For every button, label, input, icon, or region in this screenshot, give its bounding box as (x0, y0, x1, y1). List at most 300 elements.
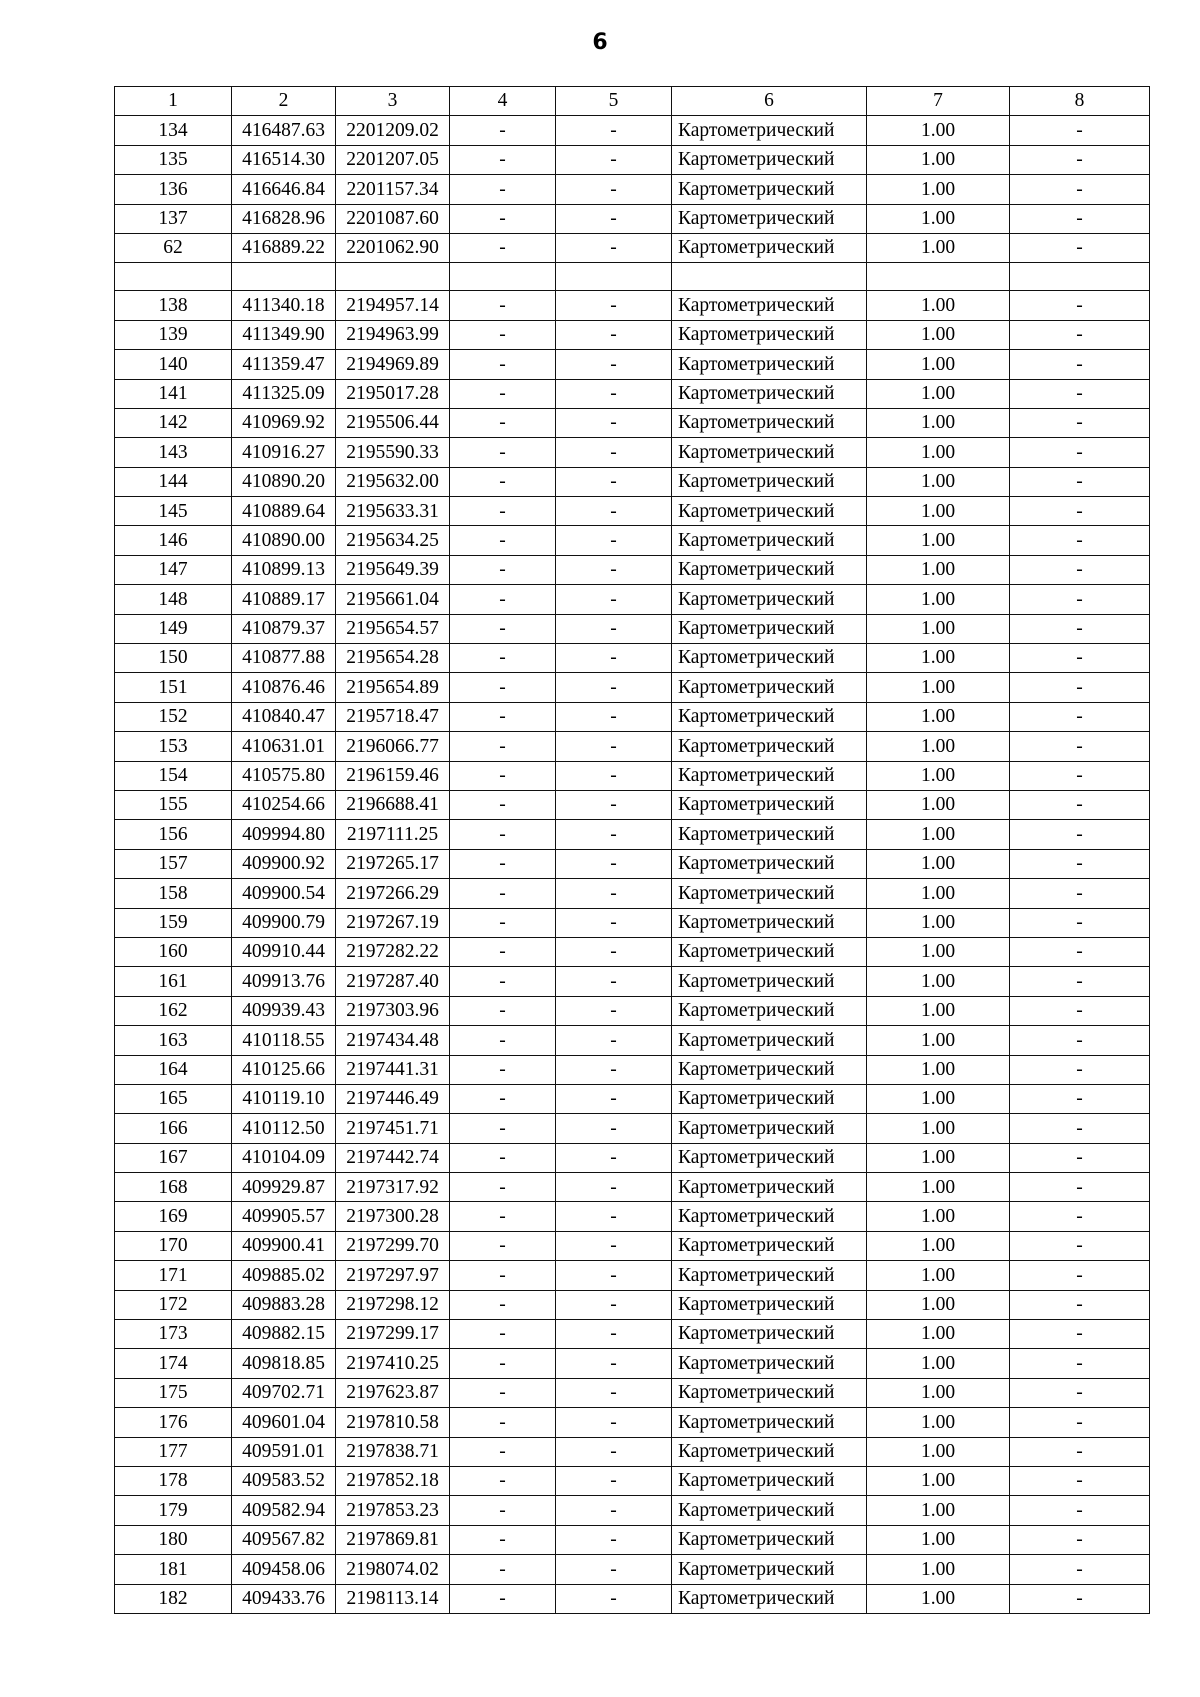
cell-accuracy: 1.00 (867, 1290, 1010, 1319)
cell-col-4: - (450, 937, 556, 966)
cell-method: Картометрический (672, 1026, 867, 1055)
cell-col-4: - (450, 1584, 556, 1613)
cell-col-4: - (450, 350, 556, 379)
cell-col-5: - (556, 1437, 672, 1466)
cell-col-4: - (450, 702, 556, 731)
column-header: 7 (867, 87, 1010, 116)
cell-accuracy: 1.00 (867, 145, 1010, 174)
cell-accuracy: 1.00 (867, 116, 1010, 145)
cell-accuracy: 1.00 (867, 1408, 1010, 1437)
table-row (115, 1173, 1150, 1202)
cell-col-5: - (556, 1584, 672, 1613)
cell-coord-y: 2197451.71 (336, 1114, 450, 1143)
cell-point-number: 151 (115, 673, 232, 702)
cell-col-8: - (1010, 1173, 1150, 1202)
cell-method: Картометрический (672, 1437, 867, 1466)
cell-point-number: 160 (115, 937, 232, 966)
cell-col-5: - (556, 614, 672, 643)
cell-col-4: - (450, 1143, 556, 1172)
cell-col-4: - (450, 145, 556, 174)
cell-point-number: 138 (115, 291, 232, 320)
cell-accuracy: 1.00 (867, 585, 1010, 614)
cell-coord-x: 411340.18 (232, 291, 336, 320)
cell-coord-x: 410877.88 (232, 644, 336, 673)
cell-col-8: - (1010, 233, 1150, 262)
cell-col-4: - (450, 1378, 556, 1407)
cell-col-5: - (556, 996, 672, 1025)
cell-method: Картометрический (672, 438, 867, 467)
cell-coord-y: 2197300.28 (336, 1202, 450, 1231)
cell-coord-x: 409900.41 (232, 1231, 336, 1260)
cell-col-5: - (556, 526, 672, 555)
cell-col-8: - (1010, 644, 1150, 673)
cell-coord-y (336, 263, 450, 291)
cell-method: Картометрический (672, 1525, 867, 1554)
cell-accuracy: 1.00 (867, 379, 1010, 408)
cell-coord-x: 411359.47 (232, 350, 336, 379)
table-row (115, 1202, 1150, 1231)
table-row (115, 1496, 1150, 1525)
cell-col-4: - (450, 1084, 556, 1113)
cell-col-5: - (556, 761, 672, 790)
cell-col-5: - (556, 732, 672, 761)
cell-accuracy: 1.00 (867, 1437, 1010, 1466)
cell-method: Картометрический (672, 1584, 867, 1613)
cell-method: Картометрический (672, 1202, 867, 1231)
cell-method: Картометрический (672, 1290, 867, 1319)
cell-col-5: - (556, 116, 672, 145)
cell-col-5: - (556, 1143, 672, 1172)
cell-coord-x: 416487.63 (232, 116, 336, 145)
cell-coord-x: 409702.71 (232, 1378, 336, 1407)
cell-method: Картометрический (672, 379, 867, 408)
cell-col-4: - (450, 204, 556, 233)
cell-col-4: - (450, 1320, 556, 1349)
cell-coord-y: 2194963.99 (336, 320, 450, 349)
column-header: 4 (450, 87, 556, 116)
cell-coord-x: 409900.79 (232, 908, 336, 937)
cell-method: Картометрический (672, 408, 867, 437)
cell-point-number: 173 (115, 1320, 232, 1349)
cell-col-5: - (556, 1114, 672, 1143)
cell-accuracy: 1.00 (867, 1084, 1010, 1113)
cell-point-number: 147 (115, 555, 232, 584)
cell-col-4: - (450, 1525, 556, 1554)
cell-col-8: - (1010, 1378, 1150, 1407)
cell-col-5: - (556, 849, 672, 878)
cell-point-number: 153 (115, 732, 232, 761)
cell-point-number: 167 (115, 1143, 232, 1172)
cell-method: Картометрический (672, 1378, 867, 1407)
cell-col-4: - (450, 790, 556, 819)
cell-col-5: - (556, 1084, 672, 1113)
cell-point-number: 146 (115, 526, 232, 555)
table-row (115, 702, 1150, 731)
cell-col-5: - (556, 555, 672, 584)
table-row (115, 614, 1150, 643)
cell-coord-y: 2197111.25 (336, 820, 450, 849)
cell-col-8: - (1010, 790, 1150, 819)
cell-col-4: - (450, 175, 556, 204)
table-row (115, 350, 1150, 379)
cell-coord-x: 409582.94 (232, 1496, 336, 1525)
cell-col-4: - (450, 1466, 556, 1495)
cell-col-4: - (450, 116, 556, 145)
cell-col-8: - (1010, 1466, 1150, 1495)
cell-col-5: - (556, 1290, 672, 1319)
cell-accuracy: 1.00 (867, 320, 1010, 349)
cell-accuracy: 1.00 (867, 732, 1010, 761)
cell-col-5: - (556, 175, 672, 204)
cell-coord-y: 2201062.90 (336, 233, 450, 262)
cell-method: Картометрический (672, 849, 867, 878)
cell-col-5: - (556, 1261, 672, 1290)
table-row (115, 673, 1150, 702)
cell-accuracy: 1.00 (867, 1231, 1010, 1260)
cell-col-5: - (556, 1378, 672, 1407)
cell-coord-y: 2201157.34 (336, 175, 450, 204)
cell-coord-y: 2195017.28 (336, 379, 450, 408)
cell-col-4: - (450, 761, 556, 790)
cell-col-8: - (1010, 1143, 1150, 1172)
cell-point-number (115, 263, 232, 291)
cell-col-4: - (450, 585, 556, 614)
cell-col-8: - (1010, 1408, 1150, 1437)
cell-accuracy: 1.00 (867, 1525, 1010, 1554)
table-row (115, 291, 1150, 320)
cell-coord-y: 2197303.96 (336, 996, 450, 1025)
cell-col-8 (1010, 263, 1150, 291)
cell-accuracy: 1.00 (867, 967, 1010, 996)
cell-accuracy: 1.00 (867, 937, 1010, 966)
cell-coord-x: 410876.46 (232, 673, 336, 702)
cell-col-8: - (1010, 585, 1150, 614)
cell-point-number: 171 (115, 1261, 232, 1290)
cell-method (672, 263, 867, 291)
cell-col-4: - (450, 1408, 556, 1437)
cell-accuracy: 1.00 (867, 408, 1010, 437)
cell-method: Картометрический (672, 145, 867, 174)
cell-col-8: - (1010, 1202, 1150, 1231)
table-row (115, 555, 1150, 584)
cell-col-5: - (556, 1496, 672, 1525)
cell-method: Картометрический (672, 761, 867, 790)
table-row (115, 379, 1150, 408)
cell-coord-x (232, 263, 336, 291)
cell-col-4: - (450, 291, 556, 320)
cell-method: Картометрический (672, 967, 867, 996)
cell-col-8: - (1010, 1231, 1150, 1260)
cell-coord-x: 409591.01 (232, 1437, 336, 1466)
cell-coord-y: 2201207.05 (336, 145, 450, 174)
table-row (115, 1055, 1150, 1084)
cell-coord-x: 409818.85 (232, 1349, 336, 1378)
cell-coord-x: 410118.55 (232, 1026, 336, 1055)
cell-accuracy: 1.00 (867, 644, 1010, 673)
cell-accuracy: 1.00 (867, 849, 1010, 878)
cell-method: Картометрический (672, 497, 867, 526)
table-row (115, 879, 1150, 908)
cell-col-5: - (556, 1408, 672, 1437)
cell-col-8: - (1010, 1496, 1150, 1525)
cell-point-number: 169 (115, 1202, 232, 1231)
column-header: 2 (232, 87, 336, 116)
table-row (115, 1261, 1150, 1290)
cell-col-5: - (556, 438, 672, 467)
cell-coord-y: 2194969.89 (336, 350, 450, 379)
cell-col-4: - (450, 526, 556, 555)
cell-accuracy (867, 263, 1010, 291)
cell-col-8: - (1010, 1525, 1150, 1554)
cell-method: Картометрический (672, 1261, 867, 1290)
cell-accuracy: 1.00 (867, 1114, 1010, 1143)
cell-accuracy: 1.00 (867, 350, 1010, 379)
cell-method: Картометрический (672, 1143, 867, 1172)
cell-accuracy: 1.00 (867, 761, 1010, 790)
cell-method: Картометрический (672, 585, 867, 614)
cell-col-4: - (450, 1496, 556, 1525)
cell-point-number: 149 (115, 614, 232, 643)
cell-coord-x: 409905.57 (232, 1202, 336, 1231)
cell-col-5: - (556, 1173, 672, 1202)
cell-col-5: - (556, 204, 672, 233)
cell-coord-y: 2195654.57 (336, 614, 450, 643)
cell-method: Картометрический (672, 1496, 867, 1525)
cell-col-4: - (450, 1055, 556, 1084)
cell-accuracy: 1.00 (867, 555, 1010, 584)
cell-col-8: - (1010, 526, 1150, 555)
cell-col-4: - (450, 967, 556, 996)
cell-accuracy: 1.00 (867, 1466, 1010, 1495)
cell-col-8: - (1010, 702, 1150, 731)
cell-col-8: - (1010, 555, 1150, 584)
cell-point-number: 152 (115, 702, 232, 731)
cell-col-8: - (1010, 204, 1150, 233)
cell-col-4: - (450, 1555, 556, 1584)
cell-coord-y: 2196688.41 (336, 790, 450, 819)
cell-coord-y: 2197410.25 (336, 1349, 450, 1378)
table-row (115, 1408, 1150, 1437)
cell-coord-x: 409458.06 (232, 1555, 336, 1584)
cell-coord-y: 2197317.92 (336, 1173, 450, 1202)
cell-col-8: - (1010, 1084, 1150, 1113)
cell-col-8: - (1010, 116, 1150, 145)
cell-col-8: - (1010, 1026, 1150, 1055)
table-row (115, 937, 1150, 966)
cell-col-5: - (556, 379, 672, 408)
table-row (115, 1143, 1150, 1172)
cell-accuracy: 1.00 (867, 1055, 1010, 1084)
cell-point-number: 155 (115, 790, 232, 819)
cell-method: Картометрический (672, 320, 867, 349)
cell-method: Картометрический (672, 1114, 867, 1143)
cell-method: Картометрический (672, 908, 867, 937)
cell-point-number: 179 (115, 1496, 232, 1525)
cell-accuracy: 1.00 (867, 175, 1010, 204)
cell-coord-y: 2197299.70 (336, 1231, 450, 1260)
cell-method: Картометрический (672, 116, 867, 145)
cell-method: Картометрический (672, 673, 867, 702)
cell-accuracy: 1.00 (867, 614, 1010, 643)
cell-coord-y: 2196066.77 (336, 732, 450, 761)
cell-col-4: - (450, 1114, 556, 1143)
cell-col-8: - (1010, 673, 1150, 702)
cell-point-number: 165 (115, 1084, 232, 1113)
cell-col-8: - (1010, 996, 1150, 1025)
cell-col-4: - (450, 849, 556, 878)
cell-col-4: - (450, 555, 556, 584)
cell-coord-x: 410104.09 (232, 1143, 336, 1172)
table-row (115, 233, 1150, 262)
table-row (115, 967, 1150, 996)
table-row (115, 1525, 1150, 1554)
cell-point-number: 162 (115, 996, 232, 1025)
cell-col-8: - (1010, 379, 1150, 408)
cell-method: Картометрический (672, 996, 867, 1025)
table-row (115, 145, 1150, 174)
cell-col-5: - (556, 1349, 672, 1378)
cell-point-number: 182 (115, 1584, 232, 1613)
cell-point-number: 154 (115, 761, 232, 790)
cell-method: Картометрический (672, 555, 867, 584)
table-row (115, 732, 1150, 761)
coordinates-table (114, 86, 1150, 1614)
cell-coord-y: 2197287.40 (336, 967, 450, 996)
column-header: 3 (336, 87, 450, 116)
cell-col-5: - (556, 1466, 672, 1495)
cell-col-8: - (1010, 937, 1150, 966)
cell-col-4: - (450, 1202, 556, 1231)
cell-coord-x: 410889.17 (232, 585, 336, 614)
cell-method: Картометрический (672, 790, 867, 819)
cell-point-number: 140 (115, 350, 232, 379)
cell-point-number: 175 (115, 1378, 232, 1407)
cell-coord-x: 409913.76 (232, 967, 336, 996)
cell-method: Картометрический (672, 175, 867, 204)
cell-coord-y: 2195654.28 (336, 644, 450, 673)
cell-col-5: - (556, 790, 672, 819)
cell-coord-x: 411349.90 (232, 320, 336, 349)
cell-col-5: - (556, 145, 672, 174)
cell-col-8: - (1010, 732, 1150, 761)
column-header: 1 (115, 87, 232, 116)
table-row (115, 438, 1150, 467)
cell-coord-y: 2195649.39 (336, 555, 450, 584)
cell-col-4: - (450, 908, 556, 937)
cell-method: Картометрический (672, 732, 867, 761)
cell-point-number: 158 (115, 879, 232, 908)
cell-coord-y: 2195506.44 (336, 408, 450, 437)
cell-coord-x: 409433.76 (232, 1584, 336, 1613)
cell-coord-y: 2197282.22 (336, 937, 450, 966)
cell-accuracy: 1.00 (867, 1173, 1010, 1202)
cell-accuracy: 1.00 (867, 204, 1010, 233)
table-row (115, 526, 1150, 555)
table-row (115, 263, 1150, 291)
cell-coord-y: 2194957.14 (336, 291, 450, 320)
cell-col-8: - (1010, 1584, 1150, 1613)
cell-point-number: 172 (115, 1290, 232, 1319)
cell-point-number: 170 (115, 1231, 232, 1260)
cell-coord-x: 409567.82 (232, 1525, 336, 1554)
table-row (115, 996, 1150, 1025)
cell-col-5: - (556, 467, 672, 496)
table-row (115, 1437, 1150, 1466)
table-row (115, 1584, 1150, 1613)
cell-col-5: - (556, 879, 672, 908)
cell-col-8: - (1010, 1261, 1150, 1290)
cell-col-5: - (556, 908, 672, 937)
table-row (115, 408, 1150, 437)
table-row (115, 761, 1150, 790)
cell-col-5: - (556, 233, 672, 262)
cell-col-8: - (1010, 820, 1150, 849)
cell-point-number: 164 (115, 1055, 232, 1084)
cell-col-4: - (450, 1026, 556, 1055)
table-row (115, 467, 1150, 496)
cell-method: Картометрический (672, 350, 867, 379)
cell-col-4: - (450, 644, 556, 673)
cell-coord-x: 409994.80 (232, 820, 336, 849)
cell-col-5: - (556, 585, 672, 614)
cell-coord-y: 2198113.14 (336, 1584, 450, 1613)
cell-coord-y: 2195633.31 (336, 497, 450, 526)
cell-method: Картометрический (672, 204, 867, 233)
cell-col-5: - (556, 967, 672, 996)
cell-accuracy: 1.00 (867, 1555, 1010, 1584)
cell-col-4: - (450, 732, 556, 761)
cell-method: Картометрический (672, 1555, 867, 1584)
cell-accuracy: 1.00 (867, 497, 1010, 526)
cell-col-8: - (1010, 320, 1150, 349)
cell-col-8: - (1010, 1290, 1150, 1319)
cell-accuracy: 1.00 (867, 702, 1010, 731)
cell-coord-x: 410889.64 (232, 497, 336, 526)
cell-method: Картометрический (672, 526, 867, 555)
cell-col-4: - (450, 820, 556, 849)
cell-coord-y: 2197297.97 (336, 1261, 450, 1290)
cell-coord-y: 2197852.18 (336, 1466, 450, 1495)
cell-method: Картометрический (672, 879, 867, 908)
cell-col-8: - (1010, 291, 1150, 320)
cell-method: Картометрический (672, 1084, 867, 1113)
cell-point-number: 176 (115, 1408, 232, 1437)
column-header: 6 (672, 87, 867, 116)
cell-accuracy: 1.00 (867, 467, 1010, 496)
cell-coord-x: 410890.20 (232, 467, 336, 496)
cell-method: Картометрический (672, 937, 867, 966)
cell-coord-y: 2197265.17 (336, 849, 450, 878)
cell-col-5: - (556, 937, 672, 966)
cell-coord-y: 2195634.25 (336, 526, 450, 555)
cell-coord-x: 410631.01 (232, 732, 336, 761)
cell-method: Картометрический (672, 614, 867, 643)
cell-coord-y: 2197853.23 (336, 1496, 450, 1525)
cell-point-number: 166 (115, 1114, 232, 1143)
cell-col-8: - (1010, 849, 1150, 878)
cell-col-4: - (450, 879, 556, 908)
cell-coord-y: 2197623.87 (336, 1378, 450, 1407)
column-header: 8 (1010, 87, 1150, 116)
table-body (115, 116, 1150, 1614)
column-header: 5 (556, 87, 672, 116)
table-row (115, 1290, 1150, 1319)
cell-coord-y: 2197299.17 (336, 1320, 450, 1349)
cell-col-8: - (1010, 467, 1150, 496)
cell-accuracy: 1.00 (867, 1320, 1010, 1349)
cell-accuracy: 1.00 (867, 1261, 1010, 1290)
cell-accuracy: 1.00 (867, 233, 1010, 262)
